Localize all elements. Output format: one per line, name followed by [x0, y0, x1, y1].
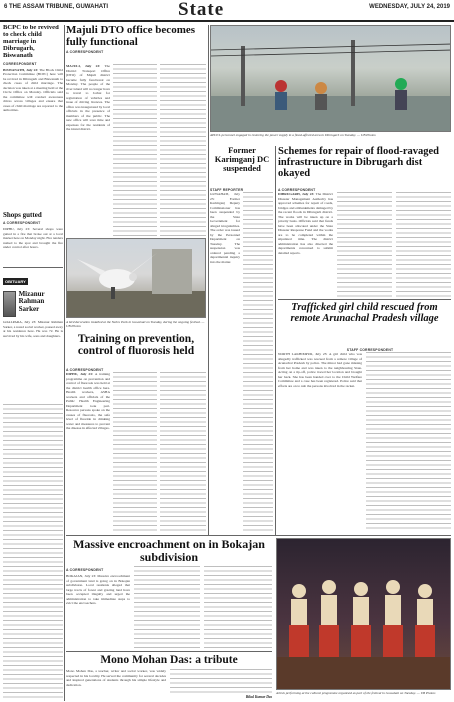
majuli-body-continued [113, 64, 157, 236]
tribute-body: Mono Mohan Das, a teacher, writer and social worker, was widely respected in his locality. He served the community for several decades and inspired generations of students through his simple lifestyle and dedication. [66, 669, 166, 687]
obituary-label: OBITUARY [5, 279, 26, 284]
schemes-body-continued [337, 192, 392, 297]
photo-illustration [211, 26, 451, 132]
article-bokajan [66, 538, 272, 564]
tribute-body-continued [170, 669, 272, 695]
byline: A CORRESPONDENT [66, 50, 104, 55]
photo-cultural-performance [276, 538, 451, 690]
section-title: State [178, 0, 225, 20]
article-body: BISWANATH, July 23: The Block Child Protection Committee (BCPC) here will be revived in Dibrugarh and Biswanath to check cases of child marriage. The decision was taken at a meeting held at the Circle Office on Monday. Officials said the committee will conduct awareness drives across villages and ensure that cases of child marriage are reported to the authorities. [3, 67, 63, 113]
headline: Trafficked girl child rescued from remote Arunachal Pradesh village [290, 302, 439, 325]
headline: Former Karimganj DC suspended [214, 146, 270, 173]
photo-caption: APDCL personnel engaged in restoring the power supply in a flood-affected area in Dibrugarh on Tuesday. — UB Photos [210, 133, 376, 137]
left-column-text [3, 404, 63, 700]
schemes-byline: A CORRESPONDENT [278, 188, 316, 192]
fluorosis-byline: A CORRESPONDENT [66, 368, 104, 372]
article-schemes [278, 146, 451, 186]
headline: Schemes for repair of flood-ravaged infrastructure in Dibrugarh dist okayed [278, 146, 439, 180]
karimganj-body: GUWAHATI, July 23: Former Karimganj Deputy Commissioner has been suspended by the State Government for alleged irregularities. The order was issued by the Personnel Department on Tuesday. The suspension was ordered pending a departmental inquiry into the matter. [210, 192, 240, 264]
headline: Training on prevention, control of fluorosis held [77, 333, 195, 358]
article-mono-mohan-das [66, 654, 272, 668]
karimganj-byline: STAFF REPORTER [210, 188, 244, 192]
article-shops-gutted [3, 212, 63, 266]
page-number: 6 THE ASSAM TRIBUNE, GUWAHATI [4, 4, 109, 10]
headline: Massive encroachment on in Bokajan subdivision [73, 538, 265, 564]
fluorosis-body: DIPHU, July 23: A training programme on prevention and control of fluorosis was held at the district health office here. Health workers, ASHA workers and officials of the Public Health Engineering Department took part. Resource persons spoke on the causes of fluorosis, the safe level of fluoride in drinking water and measures to prevent the disease in affected villages. [66, 372, 110, 430]
bokajan-body-continued [134, 566, 200, 650]
masthead [0, 0, 454, 22]
headline: Shops gutted [3, 212, 42, 219]
issue-date: WEDNESDAY, JULY 24, 2019 [369, 4, 450, 10]
bokajan-body: A CORRESPONDENT BOKAJAN, July 23: Massive encroachment of government land is going on in Bokajan subdivision. Local residents alleged that large tracts of forest and grazing land have been occupied illegally and urged the administration to take immediate steps to evict the encroachers. [66, 568, 130, 605]
fluorosis-body-continued [113, 372, 157, 532]
schemes-body-continued [396, 192, 451, 297]
headline: BCPC to be revived to check child marriage in Dibrugarh, Biswanath [3, 25, 59, 59]
trafficked-body-continued [366, 352, 451, 532]
article-majuli [66, 25, 206, 65]
headline: Majuli DTO office becomes fully functional [66, 25, 196, 48]
trafficked-byline: STAFF CORRESPONDENT [346, 348, 394, 352]
portrait-photo [3, 291, 16, 317]
article-trafficked-girl [278, 302, 451, 346]
article-body: DIPHU, July 23: Several shops were gutted in a fire that broke out at a local market here on Monday night. Fire tenders rushed to the spot and brought the fire under control after hours. [3, 227, 63, 250]
photo-caption: Artists performing at the cultural programme organised as part of the festival in Guwahati on Tuesday. — UB Photos [276, 691, 436, 695]
article-bcpc [3, 25, 63, 209]
obituary-name: Mizanur Rahman Sarker [18, 290, 45, 313]
photo-flood-restoration [210, 25, 451, 132]
photo-bird-decoration [66, 238, 206, 318]
photo-caption: A bird decoration installed at the Nehru Park in Guwahati on Tuesday, during the ongoing festival. — UB Photos [66, 320, 205, 329]
byline: CORRESPONDENT [3, 61, 37, 66]
article-karimganj [210, 146, 274, 186]
majuli-body: MAJULI, July 23: The District Transport Office (DTO) of Majuli district became fully functional on Monday. The people of the river island will no longer have to travel to Jorhat for registration of vehicles and issue of driving licences. The office was inaugurated by local officials in the presence of members of the public. The new office will save time and expenses for the residents of the island district. [66, 64, 110, 131]
byline: A CORRESPONDENT [3, 221, 41, 226]
tribute-signoff: Bikul Kumar Das [245, 695, 272, 699]
obituary-body: GOALPARA, July 23: Mizanur Rahman Sarker, a noted social worker, passed away at his residence here. He was 72. He is survived by his wife, sons and daughters. [3, 320, 63, 338]
photo-illustration [67, 239, 206, 318]
photo-illustration [277, 539, 451, 690]
trafficked-body: NORTH LAKHIMPUR, July 23: A girl child who was allegedly trafficked was rescued from a remote village of Arunachal Pradesh by police. The minor had gone missing from her home and was taken to the neighbouring State. Acting on a tip-off, police traced her location and brought her back. She has been handed over to the Child Welfare Committee and a case has been registered. Police said that efforts are on to nab the persons involved in the racket. [278, 352, 362, 388]
majuli-body-continued [160, 64, 206, 236]
bokajan-body-continued [204, 566, 272, 650]
article-fluorosis [66, 333, 206, 369]
schemes-body: DIBRUGARH, July 23: The District Disaster Management Authority has approved schemes for repair of roads, bridges and embankments damaged by the recent floods in Dibrugarh district. The works will be taken up on a priority basis. Officials said that funds have been allocated under the State Disaster Response Fund and the works are to be completed within the stipulated time. The district administration has also directed the departments concerned to submit detailed reports. [278, 192, 333, 255]
obituary [3, 270, 63, 400]
fluorosis-body-continued [160, 372, 206, 532]
karimganj-body-continued [243, 192, 273, 532]
headline: Mono Mohan Das: a tribute [100, 654, 238, 666]
